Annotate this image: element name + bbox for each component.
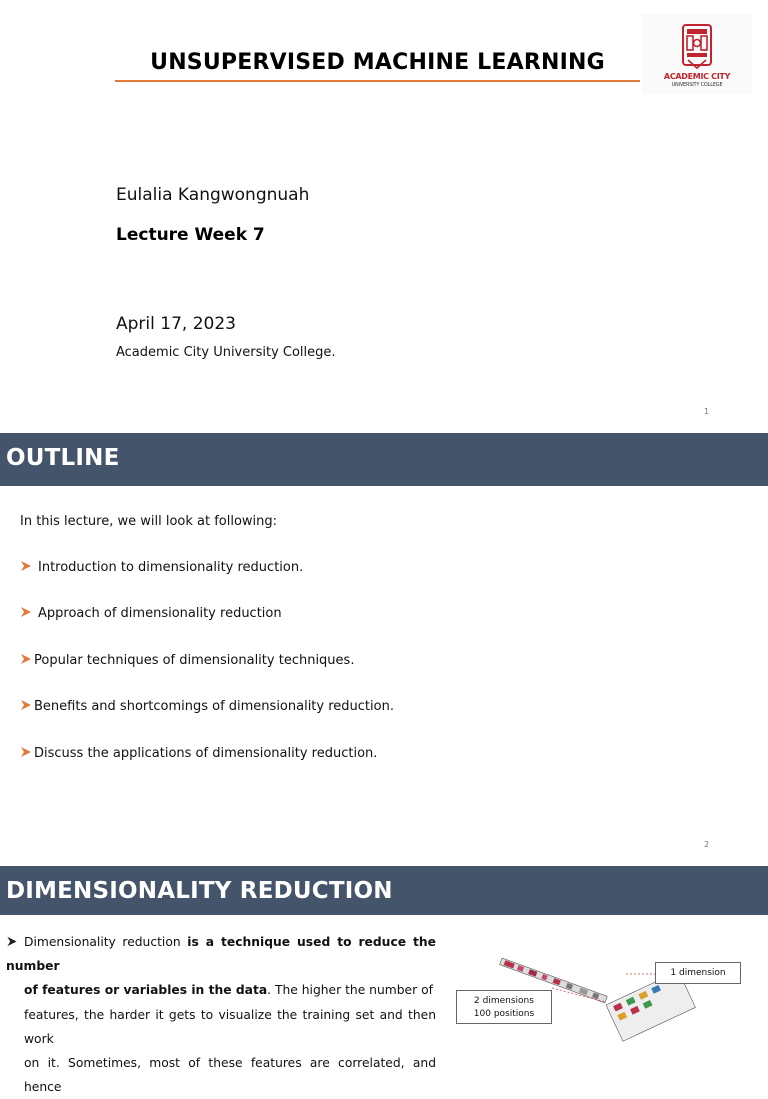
one-dimension-label: 1 dimension (655, 962, 741, 984)
author-name: Eulalia Kangwongnuah (116, 185, 310, 205)
arrow-bullet-icon (20, 746, 32, 758)
title-underline (115, 80, 640, 82)
slide-header (0, 866, 768, 915)
arrow-bullet-icon (20, 699, 32, 711)
arrow-bullet-icon (20, 606, 32, 618)
list-item: Approach of dimensionality reduction (20, 606, 282, 621)
crest-icon (682, 24, 712, 70)
list-item: Benefits and shortcomings of dimensionality reduction. (20, 699, 394, 714)
arrow-bullet-icon (20, 560, 32, 572)
list-item: Discuss the applications of dimensionality reduction. (20, 746, 377, 761)
page-number: 2 (704, 840, 710, 849)
arrow-bullet-icon (6, 936, 18, 947)
dimensions-figure (456, 950, 756, 1030)
slide-title: DIMENSIONALITY REDUCTION (6, 878, 393, 904)
institution-name: Academic City University College. (116, 345, 336, 360)
logo-name: ACADEMIC CITY (663, 72, 731, 81)
list-item: Introduction to dimensionality reduction. (20, 560, 303, 575)
academic-city-logo (642, 14, 752, 94)
presentation-title: UNSUPERVISED MACHINE LEARNING (150, 50, 605, 75)
outline-intro: In this lecture, we will look at following: (20, 514, 278, 529)
lecture-date: April 17, 2023 (116, 314, 236, 334)
list-item: Popular techniques of dimensionality techniques. (20, 653, 354, 668)
outline-slide (0, 433, 768, 865)
title-slide (0, 0, 768, 432)
body-paragraph: Dimensionality reduction is a technique used to reduce the number of features or variables in the data. The higher the number of features, the harder it gets to visualize the training set and then work on it. Sometimes, most of these features are correlated, and hence (6, 935, 436, 1095)
slide-header (0, 433, 768, 486)
page-number: 1 (704, 407, 710, 416)
slide-title: OUTLINE (6, 445, 120, 471)
dimensionality-reduction-slide (0, 866, 768, 1095)
two-dimensions-label: 2 dimensions 100 positions (456, 990, 552, 1024)
lecture-week: Lecture Week 7 (116, 225, 265, 245)
logo-subtitle: UNIVERSITY COLLEGE (671, 82, 723, 88)
arrow-bullet-icon (20, 653, 32, 665)
